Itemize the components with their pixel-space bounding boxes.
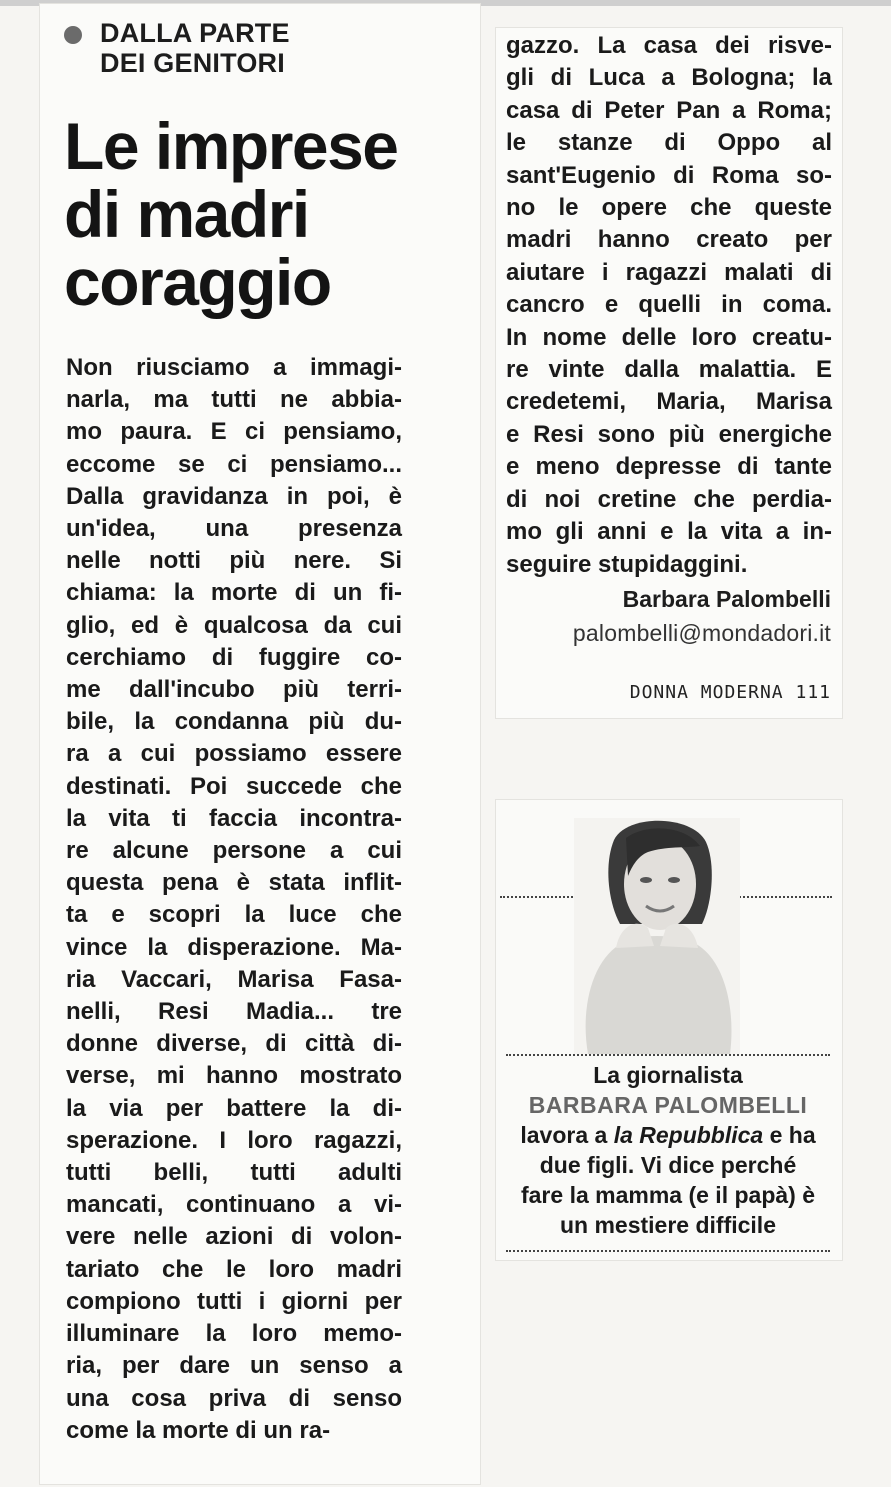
body-line: mancati, continuano a vi- xyxy=(66,1191,402,1219)
caption-newspaper-name: la Repubblica xyxy=(613,1122,764,1148)
body-line: mo paura. E ci pensiamo, xyxy=(66,418,402,446)
right-body-line: mo gli anni e la vita a in- xyxy=(506,518,832,546)
body-line: me dall'incubo più terri- xyxy=(66,676,402,704)
body-line: tariato che le loro madri xyxy=(66,1255,402,1283)
right-body-line: di noi cretine che perdia- xyxy=(506,485,832,513)
section-label-line1: DALLA PARTE xyxy=(100,18,290,48)
body-line: eccome se ci pensiamo... xyxy=(66,450,402,478)
body-line: ria, per dare un senso a xyxy=(66,1352,402,1380)
section-label-line2: DEI GENITORI xyxy=(100,48,285,78)
dotted-divider-bottom xyxy=(506,1250,830,1252)
right-body-line: In nome delle loro creatu- xyxy=(506,323,832,351)
right-body-line: madri hanno creato per xyxy=(506,226,832,254)
body-line: cerchiamo di fuggire co- xyxy=(66,643,402,671)
caption-line1: La giornalista xyxy=(593,1062,743,1088)
body-line: bile, la condanna più du- xyxy=(66,708,402,736)
right-body-line: credetemi, Maria, Marisa xyxy=(506,388,832,416)
caption-line4: due figli. Vi dice perché xyxy=(539,1152,797,1178)
article-body-left xyxy=(66,352,402,1447)
body-line: sperazione. I loro ragazzi, xyxy=(66,1126,402,1154)
body-line: ta e scopri la luce che xyxy=(66,901,402,929)
body-line: Non riusciamo a immagi- xyxy=(66,354,402,381)
body-line: re alcune persone a cui xyxy=(66,837,402,865)
author-signature: Barbara Palombelli xyxy=(622,586,831,612)
dotted-divider-middle xyxy=(506,1054,830,1056)
body-line: donne diverse, di città di- xyxy=(66,1030,402,1058)
magazine-name: DONNA MODERNA xyxy=(629,682,784,703)
right-body-line: le stanze di Oppo al xyxy=(506,129,832,157)
body-line: nelle notti più nere. Si xyxy=(66,547,402,575)
body-line: ra a cui possiamo essere xyxy=(66,740,402,768)
right-body-line: sant'Eugenio di Roma so- xyxy=(506,161,832,189)
caption-line3-pre: lavora a xyxy=(520,1122,614,1148)
author-caption xyxy=(500,1060,836,1240)
right-body-line: casa di Peter Pan a Roma; xyxy=(506,96,832,124)
right-body-line: cancro e quelli in coma. xyxy=(506,291,832,319)
body-line: vince la disperazione. Ma- xyxy=(66,933,402,961)
body-line: compiono tutti i giorni per xyxy=(66,1287,402,1315)
body-line: una cosa priva di senso xyxy=(66,1384,402,1412)
caption-author-name: BARBARA PALOMBELLI xyxy=(528,1092,808,1118)
body-line: chiama: la morte di un fi- xyxy=(66,579,402,607)
headline-line1: Le imprese xyxy=(64,109,398,183)
caption-line3-post: e ha xyxy=(763,1122,816,1148)
body-line: come la morte di un ra- xyxy=(66,1416,331,1444)
headline-line3: coraggio xyxy=(64,245,331,319)
body-line: la vita ti faccia incontra- xyxy=(66,804,402,832)
body-line: illuminare la loro memo- xyxy=(66,1320,402,1348)
right-body-line: gazzo. La casa dei risve- xyxy=(506,32,832,59)
body-line: ria Vaccari, Marisa Fasa- xyxy=(66,965,402,993)
body-line: tutti belli, tutti adulti xyxy=(66,1159,402,1187)
caption-line6: un mestiere difficile xyxy=(559,1212,776,1238)
right-body-line: re vinte dalla malattia. E xyxy=(506,356,832,384)
right-body-line: gli di Luca a Bologna; la xyxy=(506,64,832,92)
body-line: Dalla gravidanza in poi, è xyxy=(66,482,402,510)
body-line: un'idea, una presenza xyxy=(66,515,402,543)
right-body-line: aiutare i ragazzi malati di xyxy=(506,258,832,286)
author-photo xyxy=(574,818,740,1054)
headline xyxy=(64,109,464,319)
page-footer xyxy=(630,682,831,703)
right-body-line: no le opere che queste xyxy=(506,194,832,222)
section-label xyxy=(62,18,290,78)
right-body-line: e Resi sono più energiche xyxy=(506,420,832,448)
right-body-line: seguire stupidaggini. xyxy=(506,550,748,578)
caption-line3 xyxy=(500,1120,836,1150)
body-line: narla, ma tutti ne abbia- xyxy=(66,386,402,414)
body-line: verse, mi hanno mostrato xyxy=(66,1062,402,1090)
body-line: nelli, Resi Madia... tre xyxy=(66,998,402,1026)
body-line: destinati. Poi succede che xyxy=(66,772,402,800)
author-email: palombelli@mondadori.it xyxy=(572,620,831,646)
caption-line5: fare la mamma (e il papà) è xyxy=(520,1182,815,1208)
article-body-right xyxy=(506,30,832,581)
right-body-line: e meno depresse di tante xyxy=(506,453,832,481)
body-line: la via per battere la di- xyxy=(66,1094,402,1122)
body-line: questa pena è stata inflit- xyxy=(66,869,402,897)
body-line: vere nelle azioni di volon- xyxy=(66,1223,402,1251)
headline-line2: di madri xyxy=(64,177,309,251)
page-number: 111 xyxy=(795,682,831,703)
body-line: glio, ed è qualcosa da cui xyxy=(66,611,402,639)
